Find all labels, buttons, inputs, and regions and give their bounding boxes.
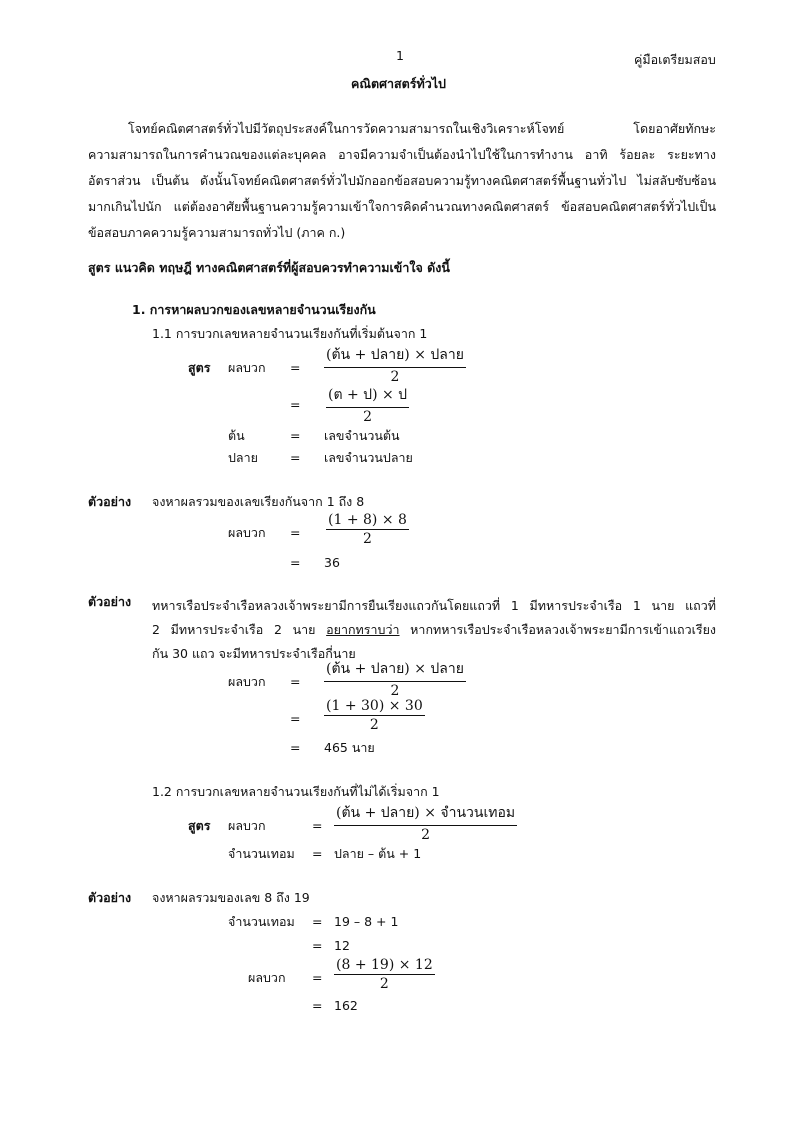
intro-paragraph [88, 116, 716, 246]
question-text: 2 มีทหารประจำเรือ 2 นาย [152, 622, 327, 637]
fraction-denominator: 2 [390, 369, 400, 385]
fraction-numerator: (ต้น + ปลาย) × ปลาย [324, 344, 466, 368]
equals-sign: = [290, 711, 301, 726]
equals-sign: = [290, 428, 301, 443]
equals-sign: = [290, 740, 301, 755]
terms-label: จำนวนเทอม [228, 914, 295, 929]
equals-sign: = [312, 938, 323, 953]
sum-label: ผลบวก [228, 525, 266, 540]
definition-term: ต้น [228, 428, 245, 443]
equals-sign: = [290, 674, 301, 689]
page-title: คณิตศาสตร์ทั่วไป [351, 76, 446, 91]
question-line: กัน 30 แถว จะมีทหารประจำเรือกี่นาย [152, 646, 356, 661]
terms-formula: ปลาย – ต้น + 1 [334, 846, 422, 861]
equals-sign: = [290, 555, 301, 570]
formula-fraction [334, 802, 517, 843]
equals-sign: = [312, 846, 323, 861]
formula-label: สูตร [188, 818, 211, 833]
section-heading: สูตร แนวคิด ทฤษฎี ทางคณิตศาสตร์ที่ผู้สอบควรทำความเข้าใจ ดังนี้ [88, 260, 450, 275]
equals-sign: = [312, 970, 323, 985]
definition-desc: เลขจำนวนปลาย [324, 450, 413, 465]
equals-sign: = [312, 914, 323, 929]
definition-desc: เลขจำนวนต้น [324, 428, 400, 443]
intro-line: อัตราส่วน เป็นต้น ดังนั้นโจทย์คณิตศาสตร์ทั่วไปมักออกข้อสอบความรู้ทางคณิตศาสตร์พื้นฐานทั่วไป ไม่สลับซับซ้อน [88, 173, 716, 188]
formula-fraction [324, 344, 466, 385]
intro-line: มากเกินไปนัก แต่ต้องอาศัยพื้นฐานความรู้ความเข้าใจการคิดคำนวณทางคณิตศาสตร์ ข้อสอบคณิตศาสตร์ทั่วไปเป็น [88, 199, 716, 214]
example-result: 465 นาย [324, 740, 375, 755]
question-line: ทหารเรือประจำเรือหลวงเจ้าพระยามีการยืนเรียงแถวกันโดยแถวที่ 1 มีทหารประจำเรือ 1 นาย แถวที่ [152, 598, 716, 613]
intro-line: ความสามารถในการคำนวณของแต่ละบุคคล อาจมีความจำเป็นต้องนำไปใช้ในการทำงาน อาทิ ร้อยละ ระยะทาง [88, 147, 716, 162]
equals-sign: = [290, 450, 301, 465]
fraction-denominator: 2 [363, 531, 372, 547]
document-label: คู่มือเตรียมสอบ [634, 52, 716, 67]
subtopic-heading: 1.1 การบวกเลขหลายจำนวนเรียงกันที่เริ่มต้นจาก 1 [152, 326, 428, 341]
example-question: จงหาผลรวมของเลข 8 ถึง 19 [152, 890, 310, 905]
fraction-denominator: 2 [363, 409, 372, 425]
question-text: หากทหารเรือประจำเรือหลวงเจ้าพระยามีการเข้าแถวเรียง [399, 622, 717, 637]
fraction-numerator: (ต้น + ปลาย) × จำนวนเทอม [334, 802, 517, 826]
sum-label: ผลบวก [228, 360, 266, 375]
page-number: 1 [396, 48, 404, 63]
fraction-numerator: (1 + 30) × 30 [326, 698, 423, 714]
fraction-denominator: 2 [369, 717, 379, 733]
formula-fraction [334, 957, 435, 992]
formula-fraction [326, 512, 409, 547]
terms-calc: 19 – 8 + 1 [334, 914, 399, 929]
sum-label: ผลบวก [228, 674, 266, 689]
formula-label: สูตร [188, 360, 211, 375]
fraction-numerator: (ต้น + ปลาย) × ปลาย [324, 658, 466, 682]
terms-label: จำนวนเทอม [228, 846, 295, 861]
terms-result: 12 [334, 938, 350, 953]
equals-sign: = [312, 818, 323, 833]
subtopic-heading: 1.2 การบวกเลขหลายจำนวนเรียงกันที่ไม่ได้เริ่มจาก 1 [152, 784, 440, 799]
example-label: ตัวอย่าง [88, 594, 132, 609]
definition-term: ปลาย [228, 450, 258, 465]
topic-heading: 1. การหาผลบวกของเลขหลายจำนวนเรียงกัน [132, 302, 376, 317]
fraction-numerator: (1 + 8) × 8 [328, 512, 407, 528]
formula-fraction [326, 384, 409, 425]
fraction-denominator: 2 [379, 976, 389, 992]
fraction-numerator: (8 + 19) × 12 [336, 957, 433, 973]
fraction-numerator: (ต + ป) × ป [326, 384, 409, 408]
example-question: จงหาผลรวมของเลขเรียงกันจาก 1 ถึง 8 [152, 494, 365, 509]
example-question [152, 594, 716, 666]
fraction-denominator: 2 [390, 683, 400, 699]
question-line [152, 618, 716, 642]
underlined-text: อยากทราบว่า [326, 622, 400, 637]
formula-fraction [324, 698, 425, 733]
example-result: 36 [324, 555, 340, 570]
equals-sign: = [290, 525, 301, 540]
formula-fraction [324, 658, 466, 699]
example-label: ตัวอย่าง [88, 494, 132, 509]
example-result: 162 [334, 998, 358, 1013]
fraction-denominator: 2 [421, 827, 431, 843]
sum-label: ผลบวก [228, 818, 266, 833]
equals-sign: = [312, 998, 323, 1013]
equals-sign: = [290, 397, 301, 412]
equals-sign: = [290, 360, 301, 375]
sum-label: ผลบวก [248, 970, 286, 985]
intro-line: โจทย์คณิตศาสตร์ทั่วไปมีวัตถุประสงค์ในการวัดความสามารถในเชิงวิเคราะห์โจทย์ โดยอาศัยทักษะ [128, 121, 716, 136]
example-label: ตัวอย่าง [88, 890, 132, 905]
intro-line: ข้อสอบภาคความรู้ความสามารถทั่วไป (ภาค ก.) [88, 225, 346, 240]
